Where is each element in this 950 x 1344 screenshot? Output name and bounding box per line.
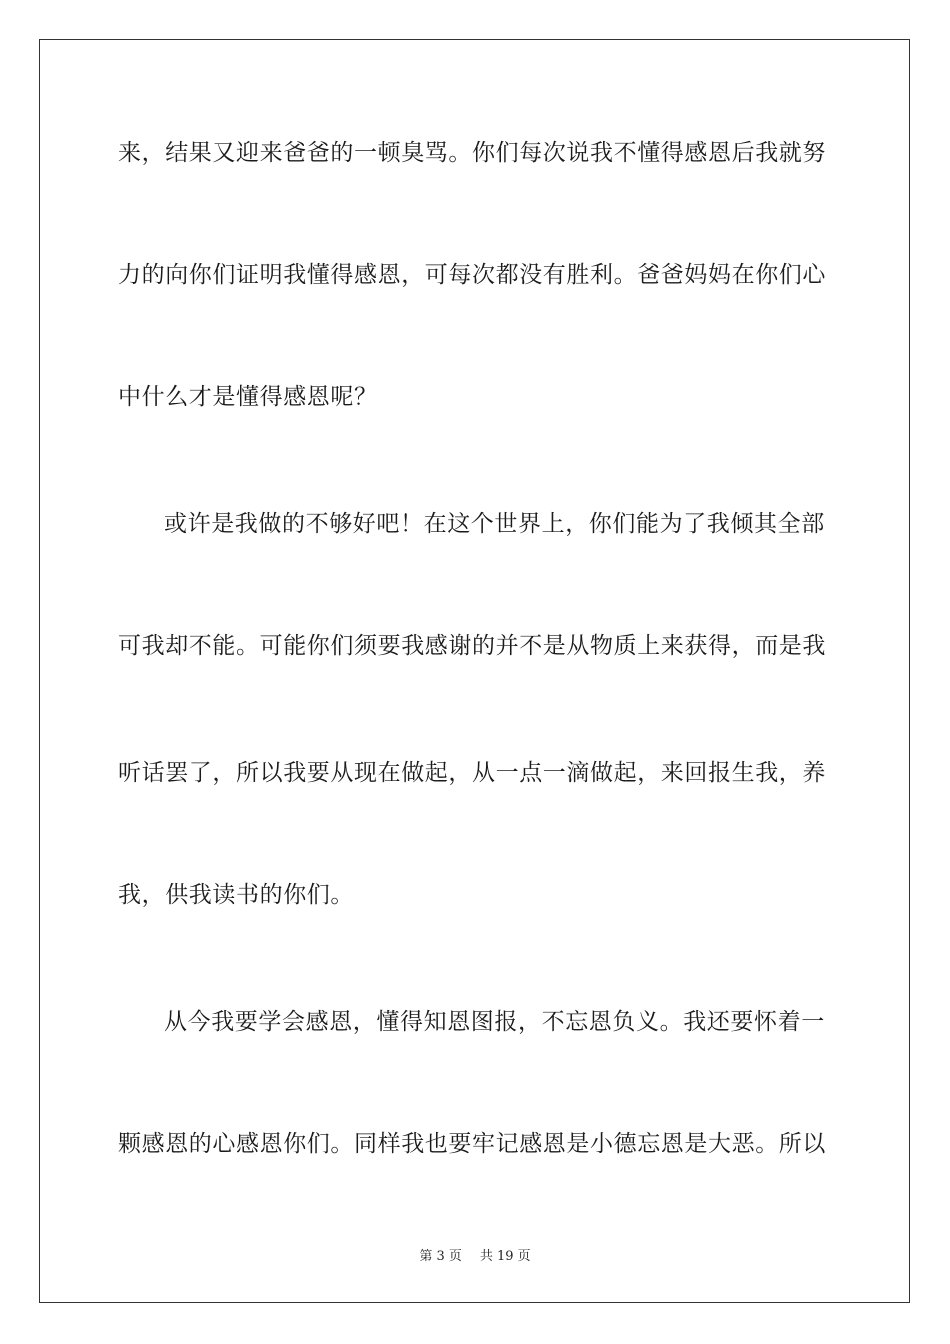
page-total: 共 19 页 (479, 1249, 531, 1264)
page-border (39, 39, 910, 1303)
body-text-line: 来，结果又迎来爸爸的一顿臭骂。你们每次说我不懂得感恩后我就努 (118, 140, 826, 166)
body-text-line: 力的向你们证明我懂得感恩，可每次都没有胜利。爸爸妈妈在你们心 (118, 262, 826, 288)
body-text-line: 从今我要学会感恩，懂得知恩图报，不忘恩负义。我还要怀着一 (164, 1009, 825, 1035)
body-text-line: 听话罢了，所以我要从现在做起，从一点一滴做起，来回报生我，养 (118, 760, 826, 786)
page-footer (0, 1249, 950, 1265)
body-text-line: 中什么才是懂得感恩呢？ (118, 384, 378, 410)
body-text-line: 或许是我做的不够好吧！在这个世界上，你们能为了我倾其全部 (164, 511, 825, 537)
body-text-line: 我，供我读书的你们。 (118, 882, 354, 908)
body-text-line: 颗感恩的心感恩你们。同样我也要牢记感恩是小德忘恩是大恶。所以 (118, 1131, 826, 1157)
body-text-line: 可我却不能。可能你们须要我感谢的并不是从物质上来获得，而是我 (118, 633, 826, 659)
page-number: 第 3 页 (419, 1249, 462, 1264)
